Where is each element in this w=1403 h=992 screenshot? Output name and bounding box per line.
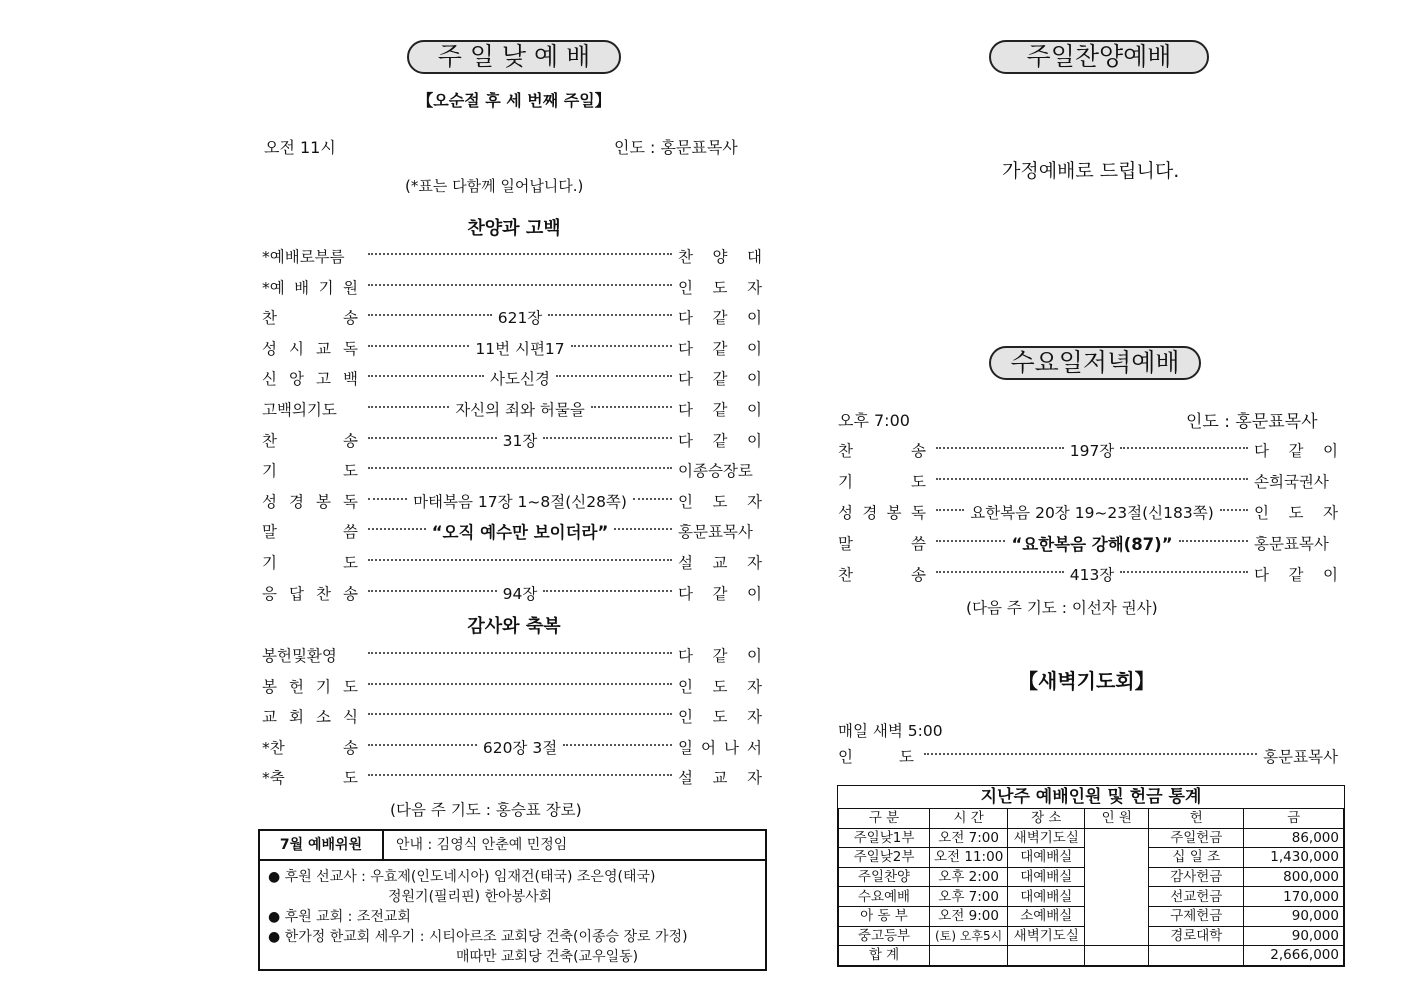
- service-item: [262, 643, 762, 667]
- wednesday-time: 오후 7:00: [838, 411, 910, 430]
- dot-leader: [368, 683, 672, 685]
- stats-cell: 수요예배: [839, 887, 930, 907]
- stats-cell: 주일찬양: [839, 867, 930, 887]
- dot-leader: [924, 753, 1257, 755]
- stats-title: 지난주 예배인원 및 헌금 통계: [838, 786, 1344, 809]
- dot-leader: [591, 406, 672, 408]
- item-label: 기 도: [838, 473, 926, 491]
- item-label: 찬 송: [262, 431, 358, 450]
- dot-leader: [556, 375, 672, 377]
- stats-cell: 90,000: [1244, 926, 1344, 946]
- wednesday-next-prayer: (다음 주 기도 : 이선자 권사): [966, 599, 1158, 617]
- stats-cell: 800,000: [1244, 867, 1344, 887]
- stats-header-cell: 헌: [1149, 809, 1244, 829]
- item-label: 응 답 찬 송: [262, 584, 358, 603]
- dot-leader: [368, 437, 497, 439]
- stats-cell: 새벽기도실: [1008, 926, 1085, 946]
- dot-leader: [936, 478, 1248, 480]
- stats-row: [839, 828, 1344, 848]
- stats-cell: 중고등부: [839, 926, 930, 946]
- service-item: [262, 735, 762, 759]
- service-item: [838, 562, 1338, 586]
- item-detail: 621장: [497, 309, 543, 328]
- dot-leader: [936, 571, 1064, 573]
- dot-leader: [368, 774, 672, 776]
- dot-leader: [1179, 540, 1248, 542]
- item-label: 교 회 소 식: [262, 708, 358, 727]
- service-leader: 인도 : 홍문표목사: [614, 138, 738, 157]
- section-praise-confession: 찬양과 고백: [467, 218, 561, 239]
- subtitle: 【오순절 후 세 번째 주일】: [417, 91, 611, 110]
- dot-leader: [368, 713, 672, 715]
- service-item: [262, 704, 762, 728]
- item-label: 기 도: [262, 554, 358, 572]
- service-item: [262, 428, 762, 452]
- stats-cell: [1085, 828, 1149, 946]
- item-role: 다 같 이: [678, 647, 762, 665]
- standing-note: (*표는 다함께 일어납니다.): [405, 177, 584, 195]
- stats-header-cell: 장 소: [1008, 809, 1085, 829]
- item-detail: 620장 3절: [482, 738, 558, 757]
- item-label: 신 앙 고 백: [262, 370, 358, 389]
- service-item: [262, 489, 762, 513]
- item-label: 찬 송: [838, 442, 926, 460]
- dot-leader: [548, 314, 672, 316]
- item-label: 기 도: [262, 462, 358, 481]
- committee-label: 7월 예배위원: [260, 831, 384, 861]
- item-role: 인 도 자: [678, 278, 762, 297]
- stats-cell: 대예배실: [1008, 887, 1085, 907]
- item-role: 다 같 이: [678, 339, 763, 358]
- item-role: 설 교 자: [678, 769, 762, 788]
- item-role: 다 같 이: [678, 584, 763, 603]
- service-item: [262, 244, 762, 268]
- stats-cell: 감사헌금: [1149, 867, 1244, 887]
- stats-cell: 대예배실: [1008, 867, 1085, 887]
- missions-line-3: ● 후원 교회 : 조전교회: [268, 909, 411, 925]
- item-detail: 자신의 죄와 허물을: [455, 401, 585, 419]
- dot-leader: [543, 590, 672, 592]
- dot-leader: [368, 314, 492, 316]
- item-role: 인 도 자: [678, 708, 762, 727]
- service-item: [262, 581, 762, 605]
- item-detail: “오직 예수만 보이더라”: [431, 523, 609, 543]
- dot-leader: [368, 652, 672, 654]
- item-label: 봉 헌 기 도: [262, 677, 358, 696]
- stats-cell: 90,000: [1244, 906, 1344, 926]
- dot-leader: [1120, 447, 1248, 449]
- item-role: 인 도 자: [678, 492, 763, 511]
- stats-table: [838, 808, 1344, 966]
- service-item: [262, 458, 762, 482]
- wednesday-service-title: 수요일저녁예배: [989, 346, 1201, 380]
- dawn-leader-label: 인 도: [838, 748, 914, 766]
- item-role: 홍문표목사: [1254, 535, 1329, 553]
- item-role: 이종승장로: [678, 462, 753, 481]
- item-role: 다 같 이: [678, 431, 763, 450]
- committee-box: [258, 829, 767, 971]
- stats-cell: 오전 9:00: [930, 906, 1008, 926]
- stats-cell: 구제헌금: [1149, 906, 1244, 926]
- item-role: 홍문표목사: [678, 523, 753, 542]
- service-item: [262, 674, 762, 698]
- item-detail: 사도신경: [490, 370, 550, 389]
- dawn-leader-row: [838, 744, 1338, 768]
- service-item: [262, 336, 762, 360]
- item-label: 성 경 봉 독: [262, 492, 358, 511]
- missions-line-1: ● 후원 선교사 : 우효제(인도네시아) 임재건(태국) 조은영(태국): [268, 869, 656, 885]
- missions-line-2: 정원기(필리핀) 한아봉사회: [388, 889, 553, 905]
- service-item: [262, 366, 762, 390]
- stats-cell: 아 동 부: [839, 906, 930, 926]
- missions-line-4: ● 한가정 한교회 세우기 : 시티아르조 교회당 건축(이종승 장로 가정): [268, 929, 688, 945]
- dot-leader: [936, 509, 964, 511]
- stats-cell: 소예배실: [1008, 906, 1085, 926]
- committee-guide: 안내 : 김영식 안춘예 민정임: [382, 831, 765, 861]
- stats-header-cell: 구 분: [839, 809, 930, 829]
- dot-leader: [936, 447, 1064, 449]
- item-detail: 197장: [1069, 442, 1115, 460]
- dot-leader: [368, 253, 672, 255]
- item-label: 고백의기도: [262, 401, 337, 419]
- missions-line-5: 매따만 교회당 건축(교우일동): [456, 949, 639, 965]
- item-role: 찬 양 대: [678, 248, 762, 266]
- service-item: [262, 397, 762, 421]
- stats-cell: 오전 7:00: [930, 828, 1008, 848]
- dot-leader: [368, 744, 477, 746]
- stats-cell: (토) 오후5시: [930, 926, 1008, 946]
- stats-box: [837, 785, 1345, 967]
- item-detail: 413장: [1069, 566, 1115, 584]
- service-item: [262, 275, 762, 299]
- item-role: 일 어 나 서: [678, 738, 763, 757]
- item-label: 성 시 교 독: [262, 339, 358, 358]
- item-role: 다 같 이: [1254, 566, 1338, 584]
- service-item: [838, 469, 1338, 493]
- dot-leader: [368, 528, 426, 530]
- wednesday-leader: 인도 : 홍문표목사: [1186, 412, 1318, 432]
- item-role: 손희국권사: [1254, 473, 1329, 491]
- stats-cell: 오후 2:00: [930, 867, 1008, 887]
- stats-cell: 십 일 조: [1149, 848, 1244, 868]
- stats-cell: 오후 7:00: [930, 887, 1008, 907]
- service-item: [262, 765, 762, 789]
- item-label: 찬 송: [838, 566, 926, 584]
- item-label: *예배로부름: [262, 248, 345, 266]
- service-item: [262, 550, 762, 574]
- dot-leader: [368, 498, 407, 500]
- stats-cell: 주일낮1부: [839, 828, 930, 848]
- stats-total-label: 합 계: [839, 946, 930, 966]
- dot-leader: [368, 406, 449, 408]
- stats-cell: 1,430,000: [1244, 848, 1344, 868]
- dawn-leader-name: 홍문표목사: [1263, 748, 1338, 766]
- service-item: [838, 500, 1338, 524]
- stats-cell: 경로대학: [1149, 926, 1244, 946]
- dot-leader: [368, 284, 672, 286]
- sunday-service-title: 주 일 낮 예 배: [407, 40, 621, 74]
- next-week-prayer: (다음 주 기도 : 홍승표 장로): [390, 801, 582, 819]
- stats-header-cell: 시 간: [930, 809, 1008, 829]
- dot-leader: [368, 559, 672, 561]
- item-label: 봉헌및환영: [262, 647, 337, 665]
- stats-total-value: 2,666,000: [1244, 946, 1344, 966]
- stats-total-row: [839, 946, 1344, 966]
- item-role: 다 같 이: [678, 401, 763, 419]
- dot-leader: [368, 590, 497, 592]
- item-detail: 31장: [502, 431, 538, 450]
- dot-leader: [633, 498, 672, 500]
- service-item: [262, 519, 762, 543]
- stats-cell: 주일헌금: [1149, 828, 1244, 848]
- stats-header-cell: 금: [1244, 809, 1344, 829]
- item-role: 인 도 자: [1254, 504, 1339, 522]
- dawn-time: 매일 새벽 5:00: [838, 722, 943, 740]
- dot-leader: [936, 540, 1005, 542]
- item-detail: “요한복음 강해(87)”: [1011, 535, 1173, 554]
- item-label: 말 씀: [838, 535, 926, 553]
- stats-cell: 86,000: [1244, 828, 1344, 848]
- stats-cell: 주일낮2부: [839, 848, 930, 868]
- item-label: 성 경 봉 독: [838, 504, 926, 522]
- praise-service-text: 가정예배로 드립니다.: [1002, 160, 1180, 182]
- stats-cell: 새벽기도실: [1008, 828, 1085, 848]
- item-detail: 11번 시편17: [475, 339, 565, 358]
- stats-cell: 선교헌금: [1149, 887, 1244, 907]
- stats-header-row: [839, 809, 1344, 829]
- item-role: 다 같 이: [1254, 442, 1338, 460]
- service-time: 오전 11시: [264, 138, 336, 157]
- item-label: *찬 송: [262, 738, 358, 757]
- item-role: 설 교 자: [678, 554, 762, 572]
- item-detail: 94장: [502, 584, 538, 603]
- section-thanks-blessing: 감사와 축복: [467, 616, 561, 637]
- dot-leader: [1120, 571, 1248, 573]
- item-label: 말 씀: [262, 523, 358, 542]
- item-detail: 요한복음 20장 19~23절(신183쪽): [970, 504, 1214, 522]
- praise-service-title: 주일찬양예배: [989, 40, 1209, 74]
- item-detail: 마태복음 17장 1~8절(신28쪽): [413, 492, 627, 511]
- stats-cell: 대예배실: [1008, 848, 1085, 868]
- dot-leader: [563, 744, 672, 746]
- stats-cell: 170,000: [1244, 887, 1344, 907]
- item-role: 인 도 자: [678, 677, 762, 696]
- item-label: *축 도: [262, 769, 358, 788]
- stats-header-cell: 인 원: [1085, 809, 1149, 829]
- dot-leader: [571, 345, 672, 347]
- dot-leader: [368, 467, 672, 469]
- stats-empty-cell: [1008, 946, 1085, 966]
- service-item: [838, 531, 1338, 555]
- dot-leader: [368, 345, 469, 347]
- stats-empty-cell: [1085, 946, 1149, 966]
- dot-leader: [543, 437, 672, 439]
- dot-leader: [368, 375, 484, 377]
- stats-cell: 오전 11:00: [930, 848, 1008, 868]
- dawn-prayer-title: 【새벽기도회】: [1018, 669, 1155, 693]
- stats-empty-cell: [930, 946, 1008, 966]
- item-label: *예 배 기 원: [262, 278, 358, 297]
- stats-empty-cell: [1149, 946, 1244, 966]
- dot-leader: [1220, 509, 1248, 511]
- dot-leader: [614, 528, 672, 530]
- item-role: 다 같 이: [678, 370, 762, 389]
- item-label: 찬 송: [262, 309, 358, 328]
- item-role: 다 같 이: [678, 309, 762, 328]
- service-item: [262, 305, 762, 329]
- service-item: [838, 438, 1338, 462]
